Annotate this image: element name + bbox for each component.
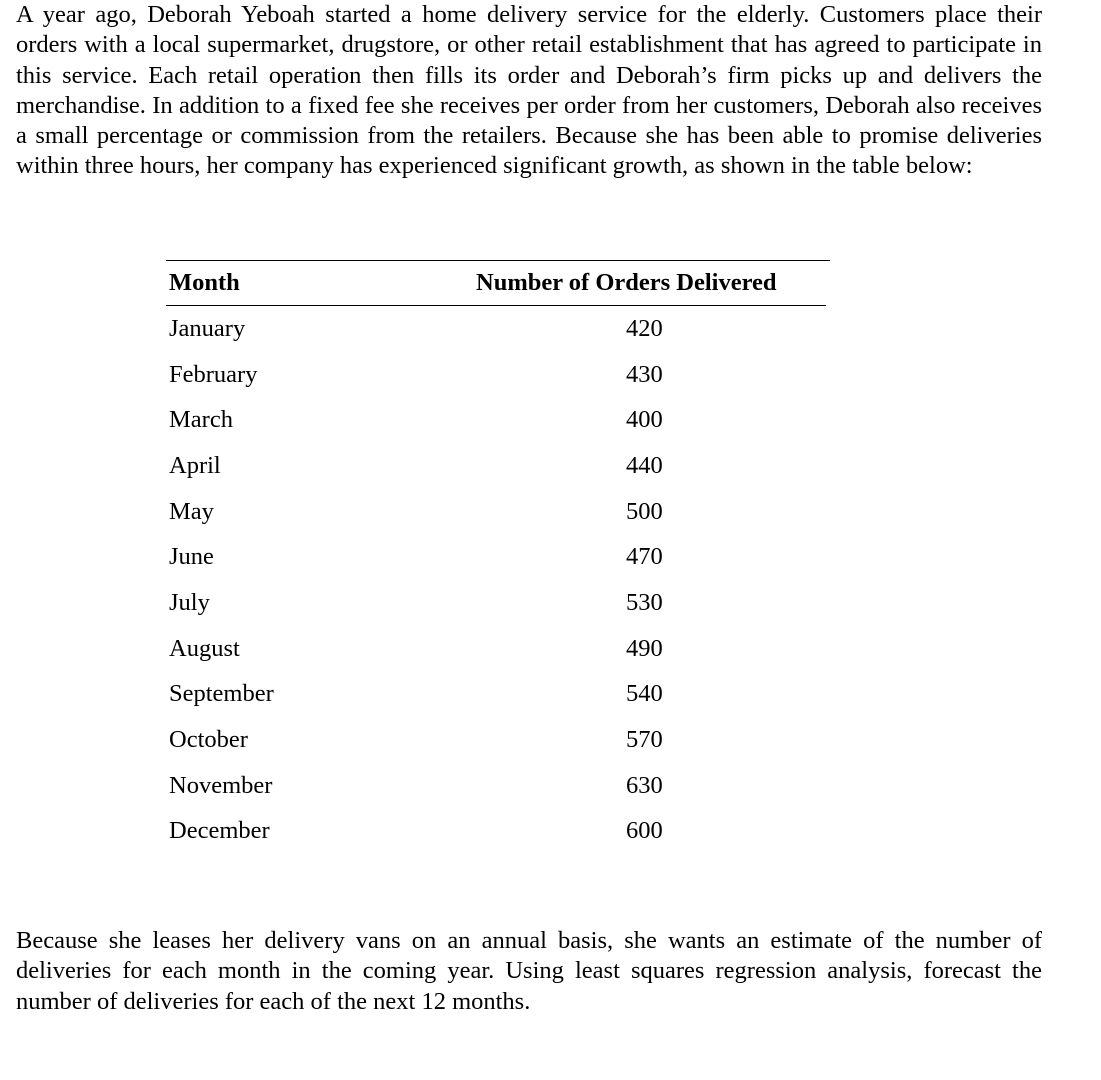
month-cell: July bbox=[169, 588, 210, 616]
table-row bbox=[166, 672, 826, 718]
orders-cell: 530 bbox=[626, 588, 663, 616]
orders-cell: 470 bbox=[626, 543, 663, 571]
closing-paragraph: Because she leases her delivery vans on an annual basis, she wants an estimate of the number of deliveries for each month in the coming year. Using least squares regression analysis, forecast the number of deliveries for each of the next 12 months. bbox=[16, 927, 1042, 1015]
month-cell: June bbox=[169, 543, 214, 571]
orders-cell: 420 bbox=[626, 314, 663, 342]
month-cell: May bbox=[169, 497, 214, 525]
month-cell: September bbox=[169, 680, 274, 708]
month-cell: April bbox=[169, 451, 221, 479]
month-cell: March bbox=[169, 406, 233, 434]
month-cell: January bbox=[169, 314, 246, 342]
orders-table bbox=[166, 260, 830, 854]
month-cell: August bbox=[169, 634, 240, 662]
table-row bbox=[166, 489, 826, 535]
month-cell: October bbox=[169, 726, 248, 754]
month-cell: November bbox=[169, 771, 273, 799]
orders-cell: 490 bbox=[626, 634, 663, 662]
table-row bbox=[166, 443, 826, 489]
month-cell: December bbox=[169, 817, 270, 845]
month-column-header: Month bbox=[169, 269, 240, 296]
month-cell: February bbox=[169, 360, 258, 388]
intro-paragraph: A year ago, Deborah Yeboah started a home delivery service for the elderly. Customers place their orders with a local supermarket, drugstore, or other retail establishment that has agreed to participate in this service. Each retail operation then fills its order and Deborah’s firm picks up and delivers the merchandise. In addition to a fixed fee she receives per order from her customers, Deborah also receives a small percentage or commission from the retailers. Because she has been able to promise deliveries within three hours, her company has experienced significant growth, as shown in the table below: bbox=[16, 1, 1042, 180]
orders-cell: 570 bbox=[626, 726, 663, 754]
orders-cell: 430 bbox=[626, 360, 663, 388]
table-row bbox=[166, 352, 826, 398]
table-row bbox=[166, 763, 826, 809]
table-row bbox=[166, 534, 826, 580]
table-row bbox=[166, 626, 826, 672]
orders-cell: 600 bbox=[626, 817, 663, 845]
orders-cell: 400 bbox=[626, 406, 663, 434]
table-row bbox=[166, 306, 826, 352]
orders-cell: 630 bbox=[626, 771, 663, 799]
orders-cell: 540 bbox=[626, 680, 663, 708]
orders-column-header: Number of Orders Delivered bbox=[476, 269, 777, 296]
table-row bbox=[166, 809, 826, 855]
table-row bbox=[166, 397, 826, 443]
orders-cell: 500 bbox=[626, 497, 663, 525]
orders-cell: 440 bbox=[626, 451, 663, 479]
table-row bbox=[166, 717, 826, 763]
table-row bbox=[166, 580, 826, 626]
table-header-row bbox=[166, 261, 826, 305]
